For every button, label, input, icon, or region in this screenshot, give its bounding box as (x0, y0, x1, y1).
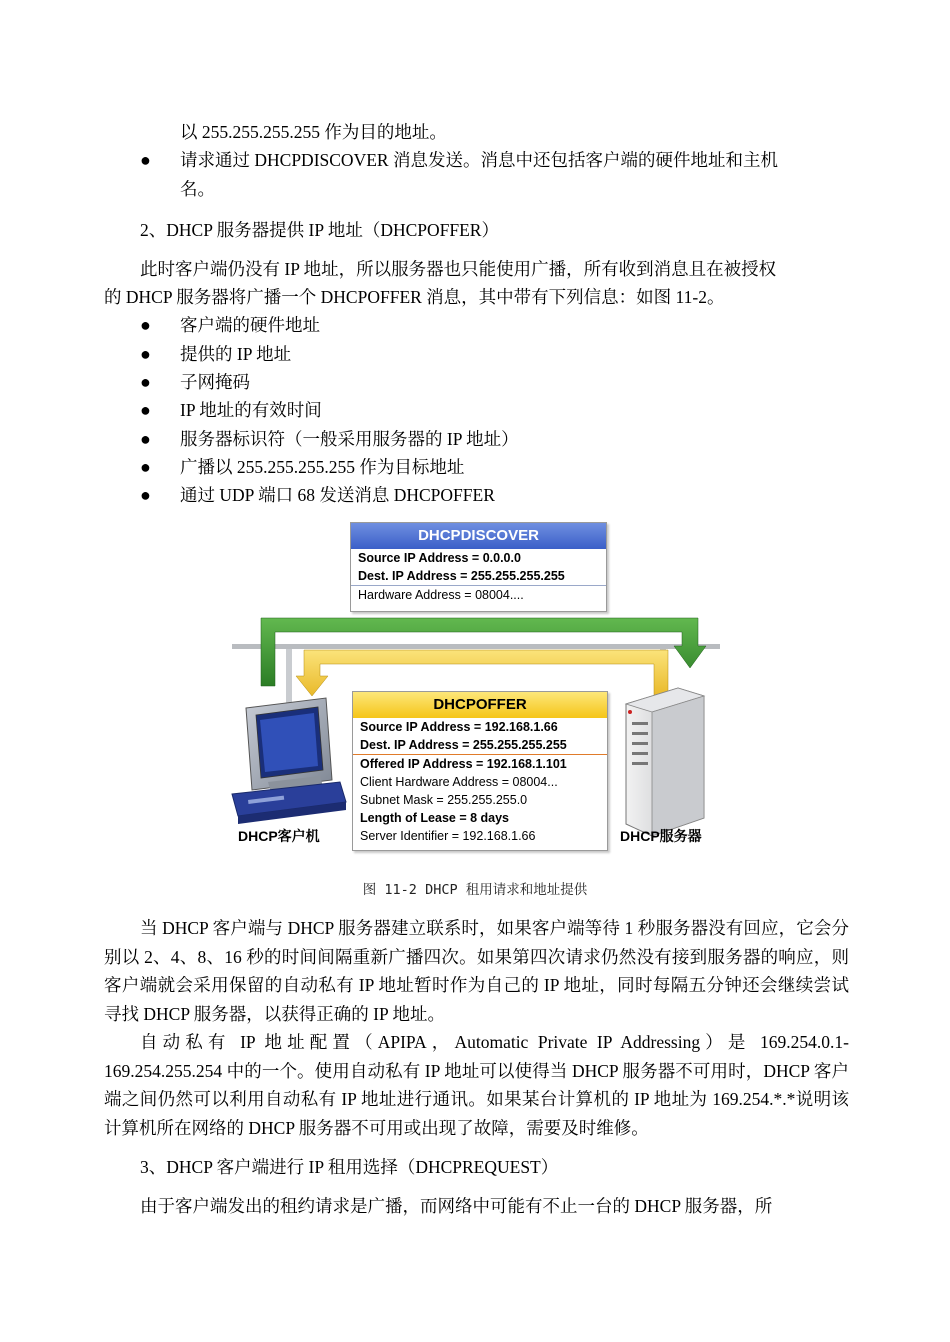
server-label: DHCP服务器 (620, 828, 702, 844)
figure-caption: 图 11-2 DHCP 租用请求和地址提供 (362, 882, 588, 898)
offer-row: Dest. IP Address = 255.255.255.255 (360, 738, 567, 752)
offer-row: Source IP Address = 192.168.1.66 (360, 720, 558, 734)
bullet-icon: ● (140, 400, 151, 420)
bullet-text: 请求通过 DHCPDISCOVER 消息发送。消息中还包括客户端的硬件地址和主机 (180, 150, 778, 170)
network-bus (232, 644, 720, 649)
dhcp-diagram (228, 518, 724, 858)
text-line: 以 255.255.255.255 作为目的地址。 (180, 122, 447, 142)
discover-title: DHCPDISCOVER (351, 523, 606, 549)
bullet-icon: ● (140, 315, 151, 335)
section-heading: 2、DHCP 服务器提供 IP 地址（DHCPOFFER） (140, 220, 499, 240)
list-item: 子网掩码 (180, 372, 250, 392)
dhcpoffer-packet (352, 691, 608, 851)
client-computer-icon (232, 698, 346, 824)
client-drop-line (286, 649, 292, 709)
bullet-icon: ● (140, 457, 151, 477)
bullet-icon: ● (140, 150, 151, 170)
list-item: 广播以 255.255.255.255 作为目标地址 (180, 457, 465, 477)
bullet-icon: ● (140, 485, 151, 505)
offer-row: Subnet Mask = 255.255.255.0 (360, 793, 528, 807)
paragraph: 自动私有 IP 地址配置（APIPA，Automatic Private IP Addressing）是 169.254.0.1-169.254.255.254 中的一个。使用自动私有 IP 地址可以使得当 DHCP 服务器不可用时，DHCP 客户端之间仍然可以利用自动私有 IP 地址进行通讯。如果某台计算机的 IP 地址为 169.254.*.*说明该计算机所在网络的 DHCP 服务器不可用或出现了故障，需要及时维修。 (104, 1032, 849, 1138)
discover-row: Hardware Address = 08004.... (351, 585, 606, 604)
offer-row: Client Hardware Address = 08004... (360, 775, 558, 789)
bullet-icon: ● (140, 372, 151, 392)
offer-row: Server Identifier = 192.168.1.66 (360, 829, 536, 843)
section-heading: 3、DHCP 客户端进行 IP 租用选择（DHCPREQUEST） (140, 1157, 559, 1177)
paragraph-line: 此时客户端仍没有 IP 地址，所以服务器也只能使用广播，所有收到消息且在被授权 (140, 259, 777, 279)
client-label: DHCP客户机 (238, 828, 320, 844)
paragraph: 当 DHCP 客户端与 DHCP 服务器建立联系时，如果客户端等待 1 秒服务器没有回应，它会分别以 2、4、8、16 秒的时间间隔重新广播四次。如果第四次请求仍然没有接到服务器的响应，则客户端就会采用保留的自动私有 IP 地址暂时作为自己的 IP 地址，同时每隔五分钟还会继续尝试寻找 DHCP 服务器，以获得正确的 IP 地址。 (104, 918, 849, 1024)
server-icon (626, 688, 704, 836)
discover-row: Dest. IP Address = 255.255.255.255 (358, 569, 565, 583)
offer-row: Offered IP Address = 192.168.1.101 (353, 754, 607, 773)
list-item: 提供的 IP 地址 (180, 344, 292, 364)
list-item: 通过 UDP 端口 68 发送消息 DHCPOFFER (180, 485, 495, 505)
paragraph-line: 的 DHCP 服务器将广播一个 DHCPOFFER 消息，其中带有下列信息：如图 11-2。 (104, 287, 725, 307)
bullet-icon: ● (140, 344, 151, 364)
list-item: IP 地址的有效时间 (180, 400, 322, 420)
list-item: 服务器标识符（一般采用服务器的 IP 地址） (180, 429, 519, 449)
bullet-icon: ● (140, 429, 151, 449)
dhcpdiscover-packet (350, 522, 607, 612)
bullet-text-cont: 名。 (180, 179, 215, 199)
paragraph-line: 由于客户端发出的租约请求是广播，而网络中可能有不止一台的 DHCP 服务器，所 (140, 1196, 773, 1216)
offer-row: Length of Lease = 8 days (360, 811, 510, 825)
offer-title: DHCPOFFER (353, 692, 607, 718)
list-item: 客户端的硬件地址 (180, 315, 320, 335)
discover-row: Source IP Address = 0.0.0.0 (358, 551, 521, 565)
